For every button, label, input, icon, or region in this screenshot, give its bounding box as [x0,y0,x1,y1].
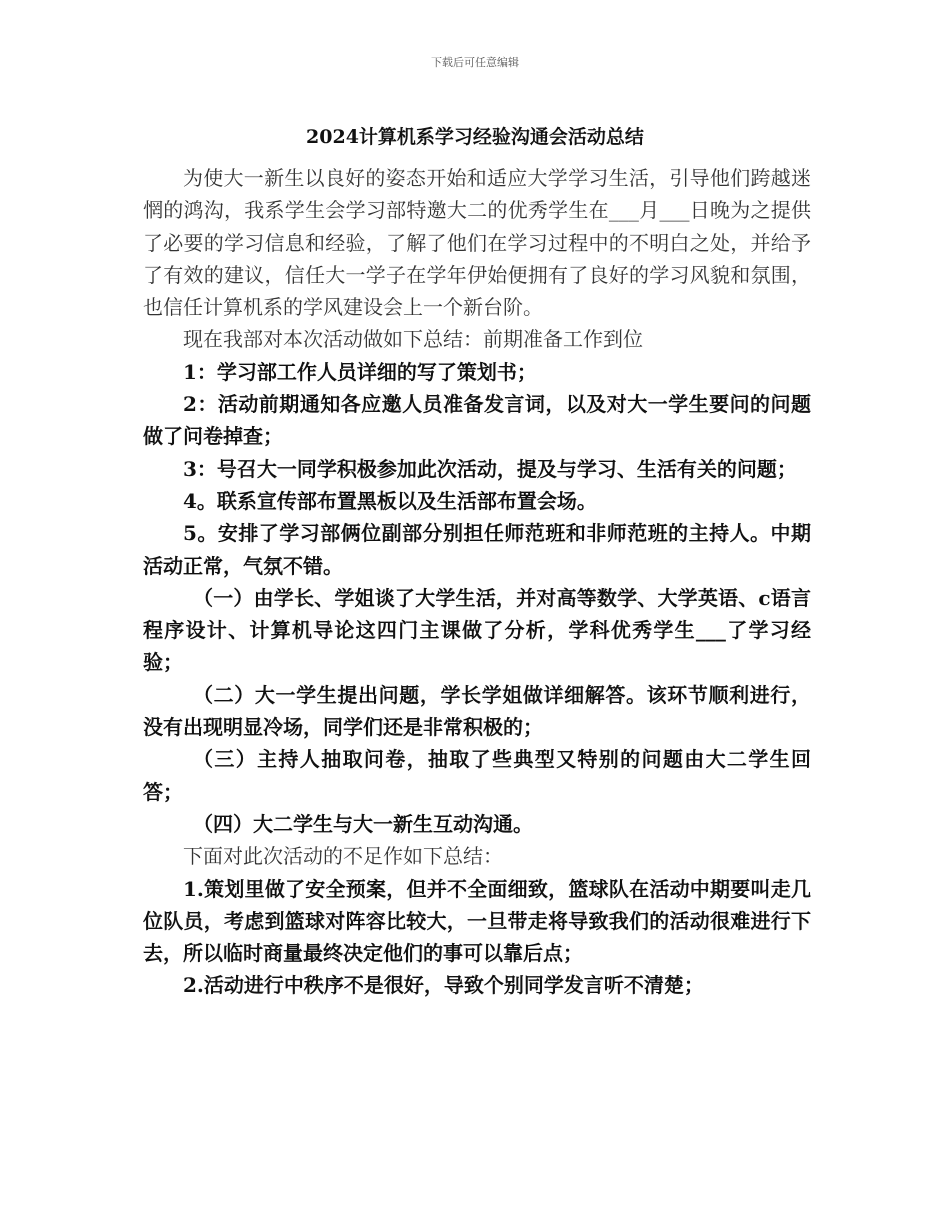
paragraph-item-1: 1：学习部工作人员详细的写了策划书； [183,359,537,384]
document-title: 2024计算机系学习经验沟通会活动总结 [306,126,644,148]
paragraph-item-5: 5。安排了学习部俩位副部分别担任师范班和非师范班的主持人。中期活动正常，气氛不错。 [143,521,811,578]
paragraph-summary-lead: 现在我部对本次活动做如下总结：前期准备工作到位 [183,327,643,352]
paragraph-item-2: 2：活动前期通知各应邀人员准备发言词，以及对大一学生要问的问题做了问卷掉查； [143,392,811,449]
paragraph-stage-2: （二）大一学生提出问题，学长学姐做详细解答。该环节顺利进行，没有出现明显冷场，同学们还是非常积极的； [143,682,811,740]
paragraph-item-3: 3：号召大一同学积极参加此次活动，提及与学习、生活有关的问题； [183,456,797,481]
header-note: 下载后可任意编辑 [431,56,519,69]
paragraph-stage-1: （一）由学长、学姐谈了大学生活，并对高等数学、大学英语、c语言程序设计、计算机导论这四门主课做了分析，学科优秀学生___了学习经验； [143,585,811,675]
paragraph-intro: 为使大一新生以良好的姿态开始和适应大学学习生活，引导他们跨越迷惘的鸿沟，我系学生会学习部特邀大二的优秀学生在___月___日晚为之提供了必要的学习信息和经验，了解了他们在学习过程中的不明白之处，并给予了有效的建议，信任大一学子在学年伊始便拥有了良好的学习风貌和氛围，也信任计算机系的学风建设会上一个新台阶。 [143,166,811,320]
paragraph-shortcomings-lead: 下面对此次活动的不足作如下总结： [183,844,503,869]
document-body [143,162,811,1002]
paragraph-stage-3: （三）主持人抽取问卷，抽取了些典型又特别的问题由大二学生回答； [143,747,811,804]
paragraph-shortcoming-2: 2.活动进行中秩序不是很好，导致个别同学发言听不清楚； [183,973,704,998]
paragraph-stage-4: （四）大二学生与大一新生互动沟通。 [193,811,533,836]
paragraph-item-4: 4。联系宣传部布置黑板以及生活部布置会场。 [183,488,597,513]
paragraph-shortcoming-1: 1.策划里做了安全预案，但并不全面细致，篮球队在活动中期要叫走几位队员，考虑到篮球对阵容比较大，一旦带走将导致我们的活动很难进行下去，所以临时商量最终决定他们的事可以靠后点； [143,876,811,966]
